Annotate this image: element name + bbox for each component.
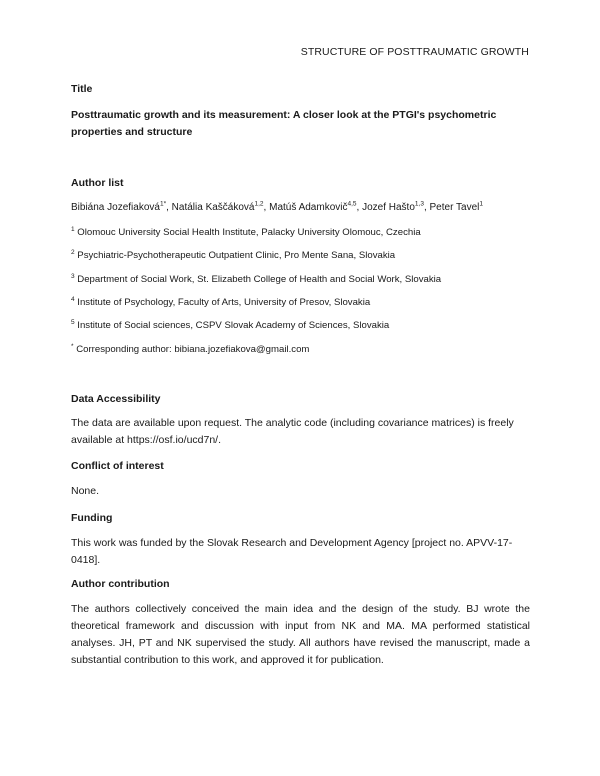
funding-heading: Funding [71,512,113,524]
author-contribution-heading: Author contribution [71,578,170,590]
author-list-heading: Author list [71,177,124,189]
author: Jozef Haštо$^{1,3}$, [362,200,430,213]
data-accessibility-text: The data are available upon request. The analytic code (including covariance matrices) is freely available at https://osf.io/ucd7n/. [71,417,514,446]
corresponding-author: * Corresponding author: bibiana.jozefiakova@gmail.com [71,342,310,355]
title-heading: Title [71,83,93,95]
conflict-heading: Conflict of interest [71,460,164,472]
author: Bibiána Jozefiaková$^{1*}$, [71,200,172,213]
paper-title: Posttraumatic growth and its measurement: A closer look at the PTGI's psychometric properties and structure [71,109,497,138]
author: Natália Kaščáková$^{1,2}$, [171,200,270,213]
affiliation: $^3$ Department of Social Work, St. Elizabeth College of Health and Social Work, Slovakia [71,272,442,285]
data-accessibility-heading: Data Accessibility [71,393,161,405]
funding-text: This work was funded by the Slovak Research and Development Agency [project no. APVV-17-0418]. [71,537,513,566]
author-contribution-text: The authors collectively conceived the main idea and the design of the study. BJ wrote the theoretical framework and discussion with input from NK and MA. MA performed statistical analyses. JH, PT and NK supervised the study. All authors have revised the manuscript, made a substantial contribution to this work, and approved it for publication. [71,603,530,666]
running-head: STRUCTURE OF POSTTRAUMATIC GROWTH [300,46,529,58]
author-list [71,199,530,216]
conflict-text: None. [71,485,100,497]
affiliation: $^4$ Institute of Psychology, Faculty of Arts, University of Presov, Slovakia [71,295,371,308]
affiliation: $^1$ Olomouc University Social Health Institute, Palacky University Olomouc, Czechia [71,225,421,238]
author: Peter Tavel$^1$ [429,200,483,213]
affiliation: $^5$ Institute of Social sciences, CSPV Slovak Academy of Sciences, Slovakia [71,318,390,331]
author: Matúš Adamkovič$^{4,5}$, [269,200,363,213]
affiliation: $^2$ Psychiatric-Psychotherapeutic Outpatient Clinic, Pro Mente Sana, Slovakia [71,248,396,261]
